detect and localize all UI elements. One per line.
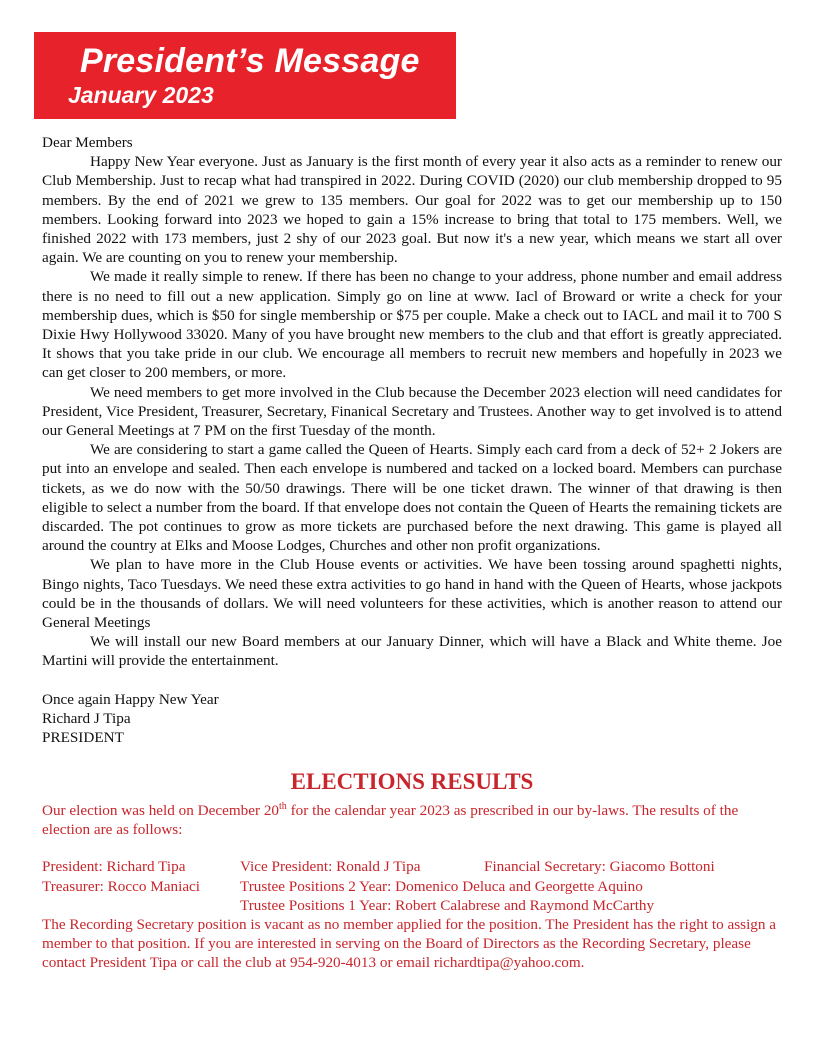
elections-heading: ELECTIONS RESULTS [290, 769, 534, 794]
financial-secretary-result: Financial Secretary: Giacomo Bottoni [484, 858, 715, 876]
letter-paragraph: We will install our new Board members at our January Dinner, which will have a Black and White theme. Joe Martini will provide the entertainment. [42, 633, 782, 670]
signoff [42, 690, 782, 748]
recording-secretary-notice: The Recording Secretary position is vacant as no member applied for the position. The President has the right to assign a member to that position. If you are interested in serving on the Board of Directors as the Recording Secretary, please contact President Tipa or call the club at 954-920-4013 or email richardtipa@yahoo.com. [42, 916, 777, 972]
president-result: President: Richard Tipa [42, 858, 186, 876]
letter-paragraph: We need members to get more involved in the Club because the December 2023 election will need candidates for President, Vice President, Treasurer, Secretary, Finanical Secretary and Trustees. Another way to get involved is to attend our General Meetings at 7 PM on the first Tuesday of the month. [42, 383, 782, 440]
trustee-2yr-result: Trustee Positions 2 Year: Domenico Deluca and Georgette Aquino [240, 877, 643, 895]
letter-paragraph: Happy New Year everyone. Just as January is the first month of every year it also acts as a reminder to renew our Club Membership. Just to recap what had transpired in 2022. During COVID (2020) our club membership dropped to 95 members. By the end of 2021 we grew to 135 members. Our goal for 2022 was to get our membership up to 150 members. Looking forward into 2023 we hoped to gain a 15% increase to bring that total to 175 members. Well, we finished 2022 with 173 members, just 2 shy of our 2023 goal. But now it's a new year, which means we start all over again. We are counting on you to renew your membership. [42, 153, 782, 267]
trustee-1yr-result: Trustee Positions 1 Year: Robert Calabrese and Raymond McCarthy [240, 896, 655, 914]
elections-section [42, 768, 782, 973]
page-title: President’s Message [80, 42, 420, 80]
closing: Once again Happy New Year [42, 690, 219, 708]
signer-name: Richard J Tipa [42, 709, 131, 727]
salutation: Dear Members [42, 134, 133, 151]
officers-row [42, 896, 782, 915]
letter-paragraph: We made it really simple to renew. If there has been no change to your address, phone number and email address there is no need to fill out a new application. Simply go on line at www. Iacl of Broward or write a check for your membership dues, which is $50 for single membership or $75 per couple. Make a check out to IACL and mail it to 700 S Dixie Hwy Hollywood 33020. Many of you have brought new members to the club and that effort is greatly appreciated. It shows that you take pride in our club. We encourage all members to recruit new members and hopefully in 2023 we can get closer to 200 members, or more. [42, 268, 782, 382]
vice-president-result: Vice President: Ronald J Tipa [240, 858, 421, 876]
officers-row [42, 877, 782, 896]
treasurer-result: Treasurer: Rocco Maniaci [42, 877, 201, 895]
officers-list [42, 857, 782, 915]
officers-row [42, 857, 782, 876]
elections-intro: Our election was held on December 20th for the calendar year 2023 as prescribed in our by-laws. The results of the election are as follows: [42, 801, 739, 839]
signer-title: PRESIDENT [42, 729, 124, 747]
letter-paragraph: We plan to have more in the Club House events or activities. We have been tossing around spaghetti nights, Bingo nights, Taco Tuesdays. We need these extra activities to go hand in hand with the Queen of Hearts, whose jackpots could be in the thousands of dollars. We will need volunteers for these activities, which is another reason to attend our General Meetings [42, 556, 782, 632]
letter-paragraph: We are considering to start a game called the Queen of Hearts. Simply each card from a deck of 52+ 2 Jokers are put into an envelope and sealed. Then each envelope is numbered and tacked on a locked board. Members can purchase tickets, as we do now with the 50/50 drawings. There will be one ticket drawn. The winner of that drawing is then eligible to select a number from the board. If that envelope does not contain the Queen of Hearts the remaining tickets are discarded. The pot continues to grow as more tickets are purchased before the next drawing. This game is played all around the country at Elks and Moose Lodges, Churches and other non profit organizations. [42, 441, 782, 555]
page-subtitle: January 2023 [68, 82, 214, 108]
presidents-letter [42, 133, 782, 747]
